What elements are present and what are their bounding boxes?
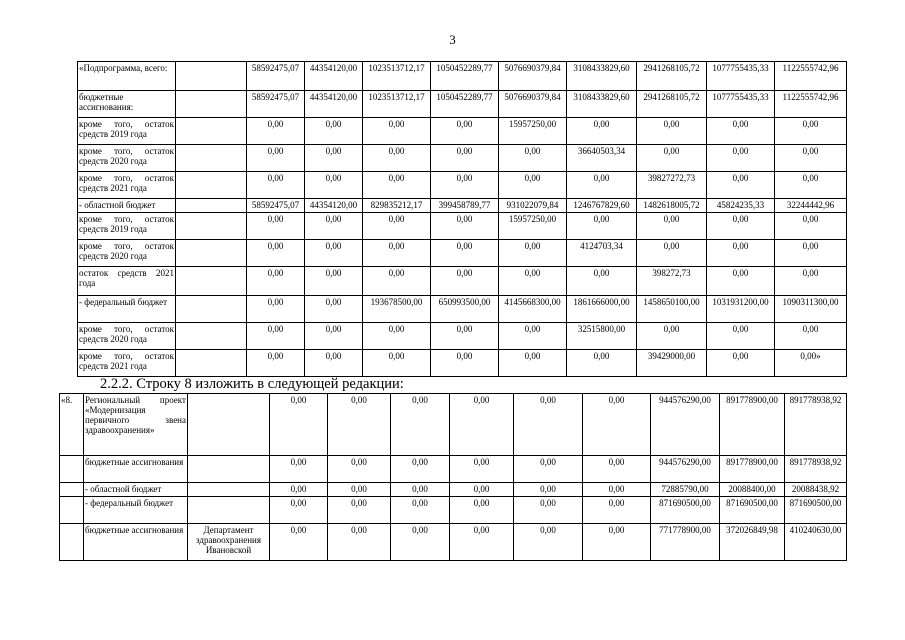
value-cell: 0,00: [391, 394, 450, 456]
value-cell: 44354120,00: [305, 62, 363, 91]
value-cell: 4145668300,00: [499, 296, 567, 323]
value-cell: 0,00: [391, 483, 450, 497]
value-cell: 1050452289,77: [431, 62, 499, 91]
value-cell: 1090311300,00: [775, 296, 847, 323]
value-cell: 0,00: [328, 483, 391, 497]
table-row: [60, 456, 847, 483]
value-cell: 771778900,00: [651, 524, 720, 561]
row-label: бюджетные ассигнования: [84, 524, 188, 561]
empty-cell: [176, 118, 247, 145]
value-cell: 0,00: [305, 213, 363, 240]
value-cell: 0,00: [775, 172, 847, 199]
value-cell: 45824235,33: [707, 199, 775, 213]
value-cell: 44354120,00: [305, 199, 363, 213]
value-cell: 0,00: [637, 323, 707, 350]
row8-table: [59, 393, 847, 561]
row-number: [60, 483, 84, 497]
value-cell: 39429000,00: [637, 350, 707, 377]
value-cell: 0,00: [363, 323, 431, 350]
value-cell: 32515800,00: [567, 323, 637, 350]
value-cell: 0,00: [247, 213, 305, 240]
value-cell: 0,00: [775, 118, 847, 145]
value-cell: 0,00: [431, 118, 499, 145]
value-cell: 1050452289,77: [431, 91, 499, 118]
value-cell: 0,00: [247, 172, 305, 199]
value-cell: 0,00: [775, 323, 847, 350]
value-cell: 5076690379,84: [499, 91, 567, 118]
row-label: Региональный проект «Модернизация первичного звена здравоохранения»: [84, 394, 188, 456]
row-label: остаток средств 2021 года: [78, 267, 176, 296]
value-cell: 0,00: [431, 323, 499, 350]
value-cell: 891778938,92: [785, 456, 847, 483]
value-cell: 0,00: [431, 240, 499, 267]
value-cell: 0,00: [583, 524, 651, 561]
value-cell: 891778900,00: [720, 394, 785, 456]
row-label: кроме того, остаток средств 2019 года: [78, 213, 176, 240]
value-cell: 944576290,00: [651, 394, 720, 456]
value-cell: 0,00: [391, 497, 450, 524]
value-cell: 32244442,96: [775, 199, 847, 213]
value-cell: 0,00: [637, 213, 707, 240]
value-cell: 4124703,34: [567, 240, 637, 267]
value-cell: 0,00: [247, 240, 305, 267]
value-cell: 0,00: [775, 213, 847, 240]
value-cell: 0,00: [247, 296, 305, 323]
row-label: - областной бюджет: [84, 483, 188, 497]
table-row: [78, 323, 847, 350]
value-cell: 1077755435,33: [707, 91, 775, 118]
row-number: [60, 524, 84, 561]
value-cell: 0,00: [707, 145, 775, 172]
value-cell: 0,00: [270, 394, 328, 456]
executor-cell: [188, 497, 270, 524]
value-cell: 0,00: [514, 524, 583, 561]
value-cell: 0,00: [514, 456, 583, 483]
value-cell: 0,00: [499, 323, 567, 350]
value-cell: 0,00: [707, 118, 775, 145]
value-cell: 944576290,00: [651, 456, 720, 483]
value-cell: 15957250,00: [499, 118, 567, 145]
value-cell: 410240630,00: [785, 524, 847, 561]
executor-cell: Департамент здравоохранения Ивановской: [188, 524, 270, 561]
value-cell: 0,00: [450, 524, 514, 561]
table-row: [78, 350, 847, 377]
value-cell: 0,00: [363, 213, 431, 240]
value-cell: 0,00: [328, 456, 391, 483]
value-cell: 3108433829,60: [567, 91, 637, 118]
empty-cell: [176, 62, 247, 91]
value-cell: 0,00: [583, 483, 651, 497]
value-cell: 0,00: [247, 323, 305, 350]
value-cell: 0,00: [707, 350, 775, 377]
value-cell: 0,00: [499, 172, 567, 199]
table-row: [78, 267, 847, 296]
row-number: «8.: [60, 394, 84, 456]
value-cell: 0,00: [431, 145, 499, 172]
value-cell: 0,00: [450, 497, 514, 524]
page-number: 3: [449, 32, 456, 47]
value-cell: 0,00: [707, 240, 775, 267]
value-cell: 0,00: [391, 456, 450, 483]
value-cell: 0,00: [499, 240, 567, 267]
row-label: «Подпрограмма, всего:: [78, 62, 176, 91]
value-cell: 0,00: [270, 483, 328, 497]
value-cell: 0,00: [363, 240, 431, 267]
value-cell: 1458650100,00: [637, 296, 707, 323]
value-cell: 0,00: [583, 497, 651, 524]
value-cell: 871690500,00: [785, 497, 847, 524]
table-row: [60, 394, 847, 456]
value-cell: 0,00: [305, 267, 363, 296]
value-cell: 72885790,00: [651, 483, 720, 497]
value-cell: 0,00: [499, 267, 567, 296]
value-cell: 0,00: [583, 456, 651, 483]
value-cell: 0,00: [450, 483, 514, 497]
value-cell: 0,00: [247, 350, 305, 377]
empty-cell: [176, 296, 247, 323]
value-cell: 0,00: [391, 524, 450, 561]
value-cell: 58592475,07: [247, 199, 305, 213]
value-cell: 829835212,17: [363, 199, 431, 213]
empty-cell: [176, 267, 247, 296]
row-label: - федеральный бюджет: [78, 296, 176, 323]
value-cell: 0,00: [567, 213, 637, 240]
value-cell: 5076690379,84: [499, 62, 567, 91]
value-cell: 0,00: [637, 145, 707, 172]
value-cell: 0,00: [363, 118, 431, 145]
value-cell: 193678500,00: [363, 296, 431, 323]
value-cell: 0,00: [707, 323, 775, 350]
value-cell: 44354120,00: [305, 91, 363, 118]
value-cell: 0,00»: [775, 350, 847, 377]
value-cell: 0,00: [567, 118, 637, 145]
table-row: [78, 213, 847, 240]
row-label: кроме того, остаток средств 2021 года: [78, 350, 176, 377]
value-cell: 0,00: [328, 497, 391, 524]
value-cell: 0,00: [450, 456, 514, 483]
value-cell: 0,00: [567, 267, 637, 296]
row-label: бюджетные ассигнования:: [78, 91, 176, 118]
value-cell: 0,00: [431, 350, 499, 377]
table-row: [60, 483, 847, 497]
value-cell: 650993500,00: [431, 296, 499, 323]
value-cell: 0,00: [305, 145, 363, 172]
value-cell: 0,00: [328, 524, 391, 561]
empty-cell: [176, 91, 247, 118]
value-cell: 0,00: [707, 213, 775, 240]
value-cell: 0,00: [305, 240, 363, 267]
value-cell: 2941268105,72: [637, 91, 707, 118]
value-cell: 399458789,77: [431, 199, 499, 213]
value-cell: 58592475,07: [247, 91, 305, 118]
table-row: [78, 296, 847, 323]
value-cell: 0,00: [431, 213, 499, 240]
empty-cell: [176, 213, 247, 240]
value-cell: 0,00: [707, 172, 775, 199]
value-cell: 1122555742,96: [775, 91, 847, 118]
row-label: - федеральный бюджет: [84, 497, 188, 524]
value-cell: 0,00: [328, 394, 391, 456]
value-cell: 1482618005,72: [637, 199, 707, 213]
value-cell: 0,00: [363, 267, 431, 296]
table-row: [78, 91, 847, 118]
row-label: кроме того, остаток средств 2019 года: [78, 118, 176, 145]
value-cell: 15957250,00: [499, 213, 567, 240]
value-cell: 1246767829,60: [567, 199, 637, 213]
value-cell: 0,00: [305, 323, 363, 350]
row-number: [60, 456, 84, 483]
table-row: [78, 172, 847, 199]
value-cell: 0,00: [450, 394, 514, 456]
value-cell: 39827272,73: [637, 172, 707, 199]
value-cell: 1122555742,96: [775, 62, 847, 91]
value-cell: 1077755435,33: [707, 62, 775, 91]
table-row: [60, 524, 847, 561]
subprogram-table: [77, 61, 847, 377]
table-row: [78, 62, 847, 91]
value-cell: 891778900,00: [720, 456, 785, 483]
value-cell: 0,00: [499, 145, 567, 172]
row-label: бюджетные ассигнования: [84, 456, 188, 483]
value-cell: 20088400,00: [720, 483, 785, 497]
value-cell: 0,00: [637, 118, 707, 145]
value-cell: 0,00: [775, 240, 847, 267]
value-cell: 0,00: [270, 456, 328, 483]
table-row: [78, 199, 847, 213]
value-cell: 0,00: [567, 350, 637, 377]
value-cell: 0,00: [637, 240, 707, 267]
value-cell: 372026849,98: [720, 524, 785, 561]
value-cell: 3108433829,60: [567, 62, 637, 91]
section-heading: 2.2.2. Строку 8 изложить в следующей редакции:: [100, 376, 404, 392]
value-cell: 0,00: [431, 172, 499, 199]
value-cell: 0,00: [247, 118, 305, 145]
value-cell: 1861666000,00: [567, 296, 637, 323]
executor-cell: [188, 456, 270, 483]
value-cell: 0,00: [247, 267, 305, 296]
value-cell: 0,00: [305, 118, 363, 145]
value-cell: 0,00: [305, 172, 363, 199]
value-cell: 0,00: [270, 524, 328, 561]
value-cell: 1031931200,00: [707, 296, 775, 323]
value-cell: 0,00: [363, 172, 431, 199]
value-cell: 0,00: [305, 296, 363, 323]
value-cell: 20088438,92: [785, 483, 847, 497]
value-cell: 0,00: [363, 145, 431, 172]
value-cell: 871690500,00: [651, 497, 720, 524]
table-row: [78, 145, 847, 172]
value-cell: 0,00: [431, 267, 499, 296]
empty-cell: [176, 172, 247, 199]
executor-cell: [188, 394, 270, 456]
value-cell: 58592475,07: [247, 62, 305, 91]
value-cell: 871690500,00: [720, 497, 785, 524]
table-row: [78, 118, 847, 145]
value-cell: 36640503,34: [567, 145, 637, 172]
value-cell: 0,00: [305, 350, 363, 377]
value-cell: 891778938,92: [785, 394, 847, 456]
value-cell: 1023513712,17: [363, 62, 431, 91]
value-cell: 0,00: [247, 145, 305, 172]
value-cell: 0,00: [775, 267, 847, 296]
row-label: кроме того, остаток средств 2020 года: [78, 145, 176, 172]
empty-cell: [176, 323, 247, 350]
value-cell: 0,00: [707, 267, 775, 296]
value-cell: 1023513712,17: [363, 91, 431, 118]
value-cell: 0,00: [775, 145, 847, 172]
empty-cell: [176, 145, 247, 172]
row-number: [60, 497, 84, 524]
value-cell: 0,00: [363, 350, 431, 377]
value-cell: 0,00: [270, 497, 328, 524]
empty-cell: [176, 199, 247, 213]
row-label: кроме того, остаток средств 2020 года: [78, 240, 176, 267]
value-cell: 0,00: [499, 350, 567, 377]
row-label: кроме того, остаток средств 2020 года: [78, 323, 176, 350]
value-cell: 398272,73: [637, 267, 707, 296]
value-cell: 931022079,84: [499, 199, 567, 213]
table-row: [60, 497, 847, 524]
empty-cell: [176, 240, 247, 267]
value-cell: 2941268105,72: [637, 62, 707, 91]
value-cell: 0,00: [514, 483, 583, 497]
value-cell: 0,00: [567, 172, 637, 199]
row-label: - областной бюджет: [78, 199, 176, 213]
executor-cell: [188, 483, 270, 497]
value-cell: 0,00: [514, 497, 583, 524]
value-cell: 0,00: [583, 394, 651, 456]
value-cell: 0,00: [514, 394, 583, 456]
row-label: кроме того, остаток средств 2021 года: [78, 172, 176, 199]
empty-cell: [176, 350, 247, 377]
table-row: [78, 240, 847, 267]
